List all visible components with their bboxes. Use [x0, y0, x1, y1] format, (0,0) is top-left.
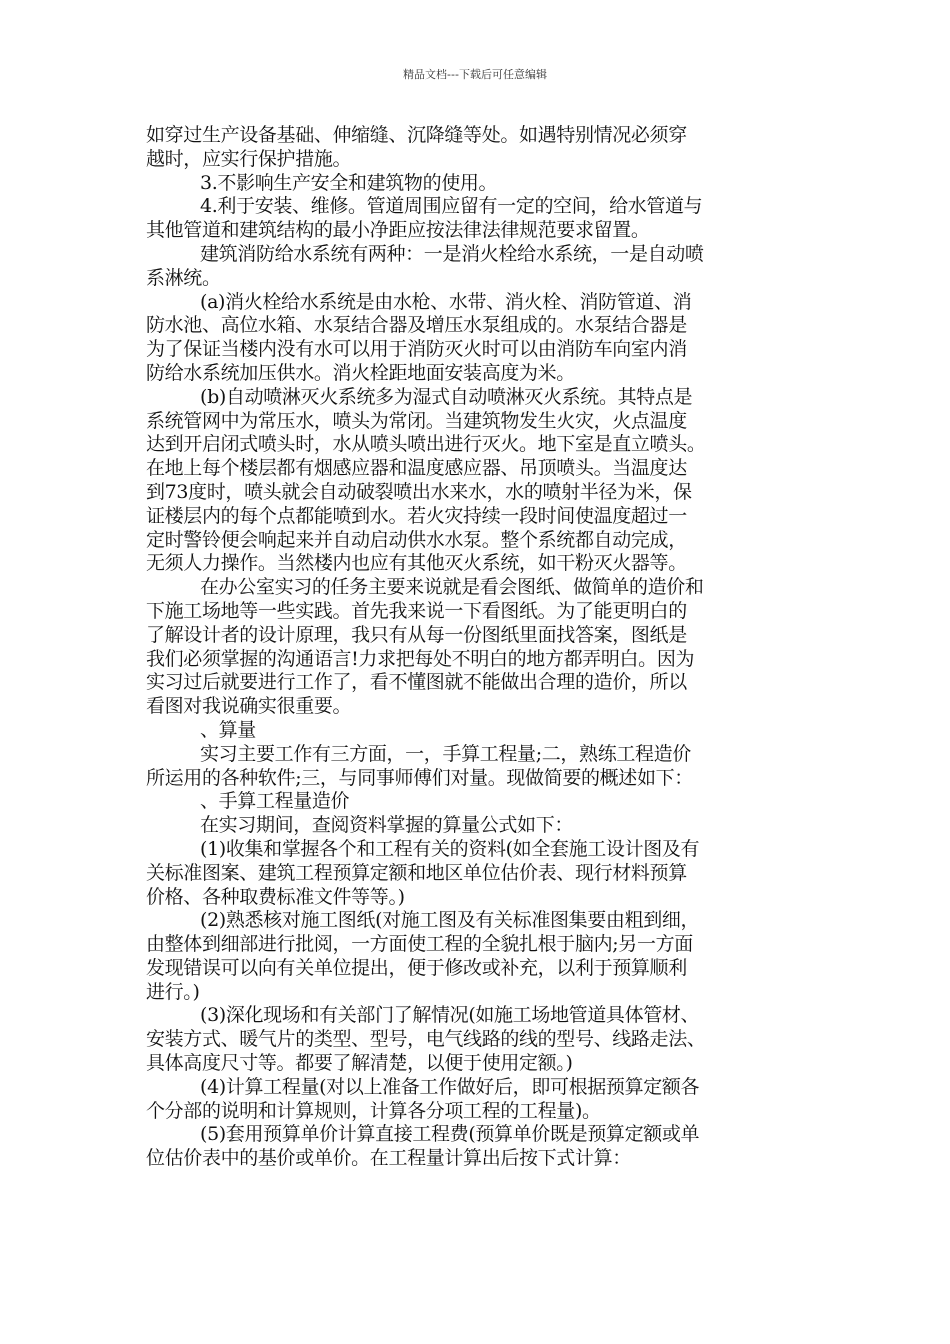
text-line: 看图对我说确实很重要。	[146, 695, 352, 718]
text-line: 越时，应实行保护措施。	[146, 147, 352, 170]
text-line: (4)计算工程量(对以上准备工作做好后，即可根据预算定额各	[200, 1075, 700, 1098]
text-line: 无须人力操作。当然楼内也应有其他灭火系统，如干粉灭火器等。	[146, 552, 687, 575]
text-line: 定时警铃便会响起来并自动启动供水水泵。整个系统都自动完成，	[146, 528, 687, 551]
text-line: 、手算工程量造价	[200, 790, 350, 813]
text-line: 关标准图案、建筑工程预算定额和地区单位估价表、现行材料预算	[146, 861, 687, 884]
text-line: 、算量	[200, 718, 256, 741]
text-line: 达到开启闭式喷头时，水从喷头喷出进行灭火。地下室是直立喷头。	[146, 433, 706, 456]
page-header: 精品文档---下载后可任意编辑	[403, 68, 547, 81]
text-line: 证楼层内的每个点都能喷到水。若火灾持续一段时间使温度超过一	[146, 504, 687, 527]
text-line: 建筑消防给水系统有两种：一是消火栓给水系统，一是自动喷	[200, 242, 704, 265]
text-line: 个分部的说明和计算规则，计算各分项工程的工程量)。	[146, 1099, 601, 1122]
text-line: 为了保证当楼内没有水可以用于消防灭火时可以由消防车向室内消	[146, 338, 687, 361]
text-line: 由整体到细部进行批阅，一方面使工程的全貌扎根于脑内;另一方面	[146, 933, 693, 956]
text-line: (5)套用预算单价计算直接工程费(预算单价既是预算定额或单	[200, 1123, 700, 1146]
text-line: 到73度时，喷头就会自动破裂喷出水来水，水的喷射半径为米，保	[146, 480, 692, 503]
text-line: (2)熟悉核对施工图纸(对施工图及有关标准图集要由粗到细，	[200, 909, 700, 932]
text-line: 具体高度尺寸等。都要了解清楚，以便于使用定额。)	[146, 1052, 573, 1075]
text-line: 所运用的各种软件;三，与同事师傅们对量。现做简要的概述如下：	[146, 766, 693, 789]
text-line: (3)深化现场和有关部门了解情况(如施工场地管道具体管材、	[200, 1004, 700, 1027]
text-line: 3.不影响生产安全和建筑物的使用。	[200, 171, 498, 194]
text-line: (a)消火栓给水系统是由水枪、水带、消火栓、消防管道、消	[200, 290, 692, 313]
text-line: 防水池、高位水箱、水泵结合器及增压水泵组成的。水泵结合器是	[146, 314, 687, 337]
text-line: 了解设计者的设计原理，我只有从每一份图纸里面找答案，图纸是	[146, 623, 687, 646]
text-line: 位估价表中的基价或单价。在工程量计算出后按下式计算：	[146, 1147, 631, 1170]
text-line: 进行。)	[146, 980, 200, 1003]
text-line: 系淋统。	[146, 266, 221, 289]
text-line: 实习主要工作有三方面，一，手算工程量;二，熟练工程造价	[200, 742, 691, 765]
text-line: 在地上每个楼层都有烟感应器和温度感应器、吊顶喷头。当温度达	[146, 457, 687, 480]
text-line: 价格、各种取费标准文件等等。)	[146, 885, 405, 908]
document-body	[146, 124, 818, 1171]
text-line: 发现错误可以向有关单位提出，便于修改或补充，以利于预算顺利	[146, 956, 687, 979]
text-line: (1)收集和掌握各个和工程有关的资料(如全套施工设计图及有	[200, 837, 700, 860]
text-line: (b)自动喷淋灭火系统多为湿式自动喷淋灭火系统。其特点是	[200, 385, 693, 408]
text-line: 实习过后就要进行工作了，看不懂图就不能做出合理的造价，所以	[146, 671, 687, 694]
text-line: 安装方式、暖气片的类型、型号，电气线路的线的型号、线路走法、	[146, 1028, 706, 1051]
text-line: 在实习期间，查阅资料掌握的算量公式如下：	[200, 814, 574, 837]
text-line: 我们必须掌握的沟通语言!力求把每处不明白的地方都弄明白。因为	[146, 647, 695, 670]
text-line: 系统管网中为常压水，喷头为常闭。当建筑物发生火灾，火点温度	[146, 409, 687, 432]
text-line: 4.利于安装、维修。管道周围应留有一定的空间，给水管道与	[200, 195, 703, 218]
text-line: 防给水系统加压供水。消火栓距地面安装高度为米。	[146, 361, 575, 384]
text-line: 下施工场地等一些实践。首先我来说一下看图纸。为了能更明白的	[146, 599, 687, 622]
text-line: 其他管道和建筑结构的最小净距应按法律法律规范要求留置。	[146, 219, 650, 242]
text-line: 在办公室实习的任务主要来说就是看会图纸、做简单的造价和	[200, 576, 704, 599]
text-line: 如穿过生产设备基础、伸缩缝、沉降缝等处。如遇特别情况必须穿	[146, 124, 687, 146]
